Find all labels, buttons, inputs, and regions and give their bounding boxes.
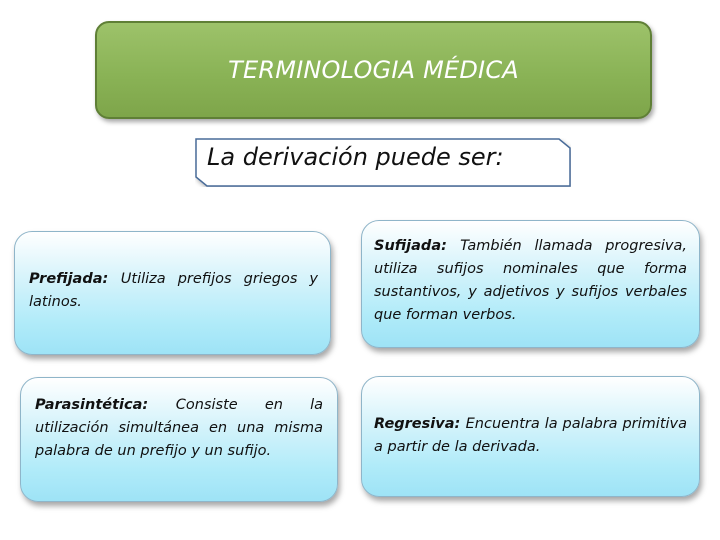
card-text: Consiste en la utilización simultánea en una misma palabra de un prefijo y un sufijo.: [35, 397, 323, 459]
card-term: Regresiva:: [374, 416, 466, 432]
card-text: Utiliza prefijos griegos y latinos.: [29, 271, 318, 310]
card-parasintetica: [20, 377, 338, 502]
card-prefijada: [14, 231, 331, 355]
title-banner: [95, 21, 652, 119]
card-sufijada: [361, 220, 700, 348]
card-term: Sufijada:: [374, 238, 461, 254]
subtitle-text: La derivación puede ser:: [207, 143, 504, 171]
card-term: Prefijada:: [29, 271, 121, 287]
page-title: TERMINOLOGIA MÉDICA: [228, 56, 519, 84]
card-regresiva: [361, 376, 700, 497]
card-term: Parasintética:: [35, 397, 176, 413]
card-text: Encuentra la palabra primitiva a partir de la derivada.: [374, 416, 687, 455]
card-text: También llamada progresiva, utiliza sufijos nominales que forma sustantivos, y adjetivos y sufijos verbales que forman verbos.: [374, 238, 688, 323]
